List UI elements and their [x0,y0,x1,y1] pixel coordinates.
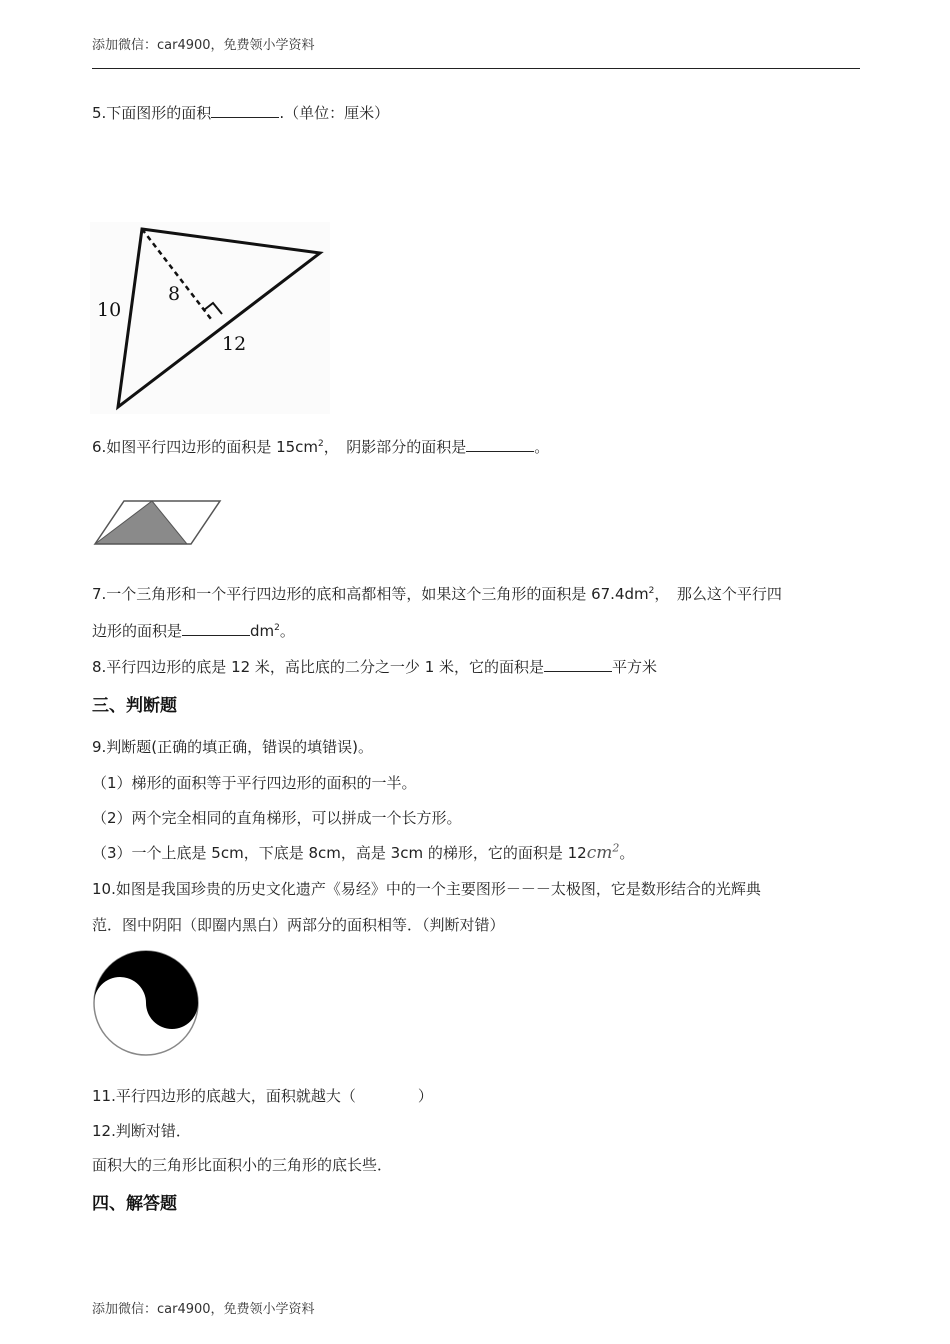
question-6 [92,437,549,457]
question-9-item-3 [92,843,634,863]
question-6-text-2: ， 阴影部分的面积是 [323,438,467,456]
question-9-title: 9.判断题(正确的填正确，错误的填错误)。 [92,738,374,756]
question-9-item-2: （2）两个完全相同的直角梯形，可以拼成一个长方形。 [92,809,462,827]
question-7-line-2 [92,621,295,641]
question-6-text: 6.如图平行四边形的面积是 15cm [92,438,319,456]
question-5 [92,103,389,123]
question-11-text: 11.平行四边形的底越大，面积就越大（ [92,1087,356,1105]
exponent: 2 [648,586,655,596]
answer-blank[interactable] [211,103,279,118]
answer-blank[interactable] [544,657,612,672]
unit-cm-squared [587,843,620,863]
punctuation: 。 [619,844,635,862]
taiji-black-dot [163,994,181,1012]
exponent: 2 [318,439,324,449]
question-12-title: 12.判断对错． [92,1122,191,1140]
question-10-line-2: 范．图中阴阳（即圈内黑白）两部分的面积相等．（判断对错） [92,916,505,934]
answer-blank[interactable] [182,621,250,636]
taiji-figure [91,948,201,1058]
parallelogram-figure [92,498,224,548]
unit: cm [586,843,613,863]
punctuation: ） [417,1087,433,1105]
question-11 [92,1086,433,1106]
exponent: 2 [612,841,620,855]
question-5-text: 5.下面图形的面积 [92,104,212,122]
height-label: 8 [168,283,181,305]
question-7-line-1 [92,584,782,604]
punctuation: 。 [534,438,550,456]
exponent: 2 [274,623,280,633]
page-footer: 添加微信：car4900，免费领小学资料 [92,1302,315,1317]
unit: 平方米 [612,658,658,676]
taiji-white-dot [111,994,129,1012]
section-3-title: 三、判断题 [92,696,177,716]
base-label: 12 [222,333,247,355]
header-divider [92,68,860,69]
question-7-text-3: 边形的面积是 [92,622,183,640]
triangle-figure [90,222,330,414]
page-header: 添加微信：car4900，免费领小学资料 [92,38,315,53]
question-9-item-1: （1）梯形的面积等于平行四边形的面积的一半。 [92,774,417,792]
punctuation: 。 [279,622,295,640]
question-5-unit: .（单位：厘米） [279,104,390,122]
question-8 [92,657,657,677]
answer-blank[interactable] [466,437,534,452]
question-12-body: 面积大的三角形比面积小的三角形的底长些． [92,1156,393,1174]
question-10-line-1: 10.如图是我国珍贵的历史文化遗产《易经》中的一个主要图形－－－太极图，它是数形结合的光辉典 [92,880,761,898]
unit: dm [250,622,275,640]
section-4-title: 四、解答题 [92,1194,177,1214]
question-7-text-2: ， 那么这个平行四 [654,585,782,603]
side-label: 10 [97,299,122,321]
question-7-text: 7.一个三角形和一个平行四边形的底和高都相等，如果这个三角形的面积是 67.4dm [92,585,649,603]
question-9-item-3-text: （3）一个上底是 5cm，下底是 8cm，高是 3cm 的梯形，它的面积是 12 [92,844,587,862]
question-8-text: 8.平行四边形的底是 12 米，高比底的二分之一少 1 米，它的面积是 [92,658,545,676]
